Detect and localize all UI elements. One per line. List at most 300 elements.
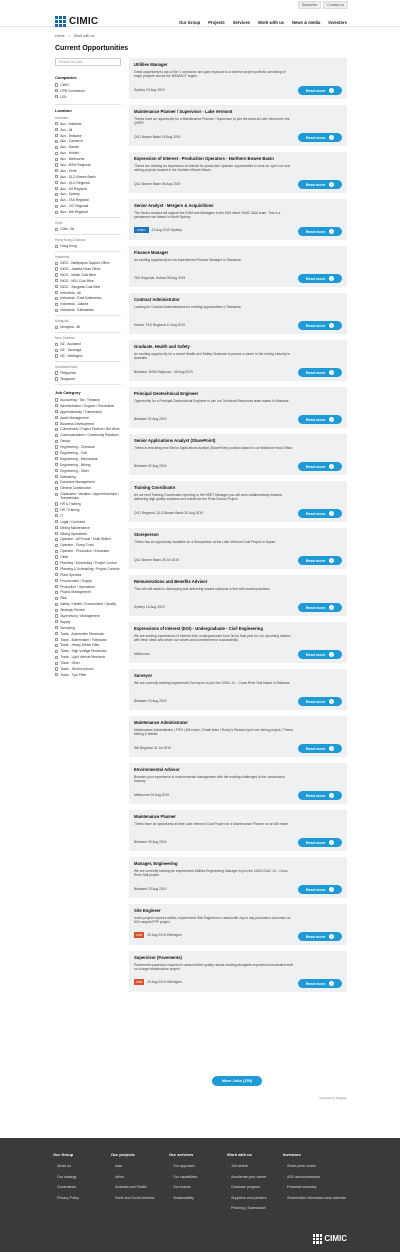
- arrow-right-icon: ›: [331, 746, 333, 751]
- job-title[interactable]: Graduate, Health and Safety: [134, 344, 190, 349]
- checkbox[interactable]: [55, 508, 58, 511]
- job-title[interactable]: Storeperson: [134, 532, 159, 537]
- contact-link[interactable]: Contact us: [323, 1, 348, 9]
- job-location-date: Melbourne: [134, 652, 150, 656]
- filter-option[interactable]: [55, 145, 121, 149]
- checkbox[interactable]: [55, 638, 58, 641]
- filter-option[interactable]: [55, 492, 121, 500]
- filter-option[interactable]: [55, 204, 121, 208]
- filter-option[interactable]: [55, 296, 121, 300]
- filter-option-label: Planning & Scheduling / Project Controls: [60, 566, 120, 571]
- header: [0, 7, 400, 27]
- job-card[interactable]: [129, 434, 347, 475]
- job-location-date: QLD Bowen Basin 06 Aug 2019: [134, 182, 181, 186]
- job-title[interactable]: Principal Geotechnical Engineer: [134, 391, 199, 396]
- read-more-button[interactable]: [298, 603, 342, 612]
- arrow-right-icon: ›: [331, 699, 333, 704]
- job-title[interactable]: Expressions of Interest (EOI) - Undergraduate - Civil Engineering: [134, 626, 263, 631]
- more-jobs-button[interactable]: More Jobs (150): [212, 1076, 262, 1086]
- nav-news-media[interactable]: News & media: [291, 20, 321, 25]
- filter-option[interactable]: [55, 175, 121, 179]
- filter-option[interactable]: [55, 638, 121, 642]
- checkbox[interactable]: [55, 520, 58, 523]
- footer-link[interactable]: [227, 1196, 266, 1200]
- filter-option[interactable]: [55, 261, 121, 265]
- checkbox[interactable]: [55, 502, 58, 505]
- filter-option[interactable]: [55, 480, 121, 484]
- checkbox[interactable]: [55, 561, 58, 564]
- job-card[interactable]: [129, 152, 347, 193]
- footer-heading: Our services: [169, 1152, 194, 1157]
- checkbox[interactable]: [55, 591, 58, 594]
- filter-option[interactable]: [55, 475, 121, 479]
- footer-link[interactable]: [169, 1175, 197, 1179]
- checkbox[interactable]: [55, 83, 58, 86]
- job-title[interactable]: Expression of Interest - Production Operators - Northern Bowen Basin: [134, 156, 274, 161]
- filter-option[interactable]: [55, 532, 121, 536]
- job-title[interactable]: Maintenance Planner / Supervisor - Lake Vermont: [134, 109, 233, 114]
- filter-option-label: Aus - All: [60, 127, 73, 132]
- job-card[interactable]: [129, 340, 347, 381]
- filter-option-label: Supervisory / Management: [60, 614, 100, 618]
- checkbox[interactable]: [55, 650, 58, 653]
- footer-link[interactable]: [111, 1185, 154, 1189]
- filter-option[interactable]: [55, 520, 121, 524]
- checkbox[interactable]: [55, 579, 58, 582]
- checkbox[interactable]: [55, 603, 58, 606]
- checkbox[interactable]: [55, 550, 58, 553]
- checkbox[interactable]: [55, 544, 58, 547]
- checkbox[interactable]: [55, 273, 58, 276]
- read-more-button[interactable]: [298, 415, 342, 424]
- checkbox[interactable]: [55, 187, 58, 190]
- filter-option[interactable]: [55, 614, 121, 618]
- checkbox[interactable]: [55, 410, 58, 413]
- filter-option[interactable]: [55, 410, 121, 414]
- filter-option-label: Engineering - Chemical: [60, 445, 95, 450]
- filter-option[interactable]: [55, 537, 121, 541]
- checkbox[interactable]: [55, 434, 58, 437]
- chevron-right-icon: ›: [227, 1185, 229, 1189]
- nav-projects[interactable]: Projects: [208, 20, 225, 25]
- job-card[interactable]: [129, 951, 347, 992]
- filter-option[interactable]: [55, 181, 121, 185]
- filter-option[interactable]: [55, 210, 121, 214]
- job-location-date: QLD Regional, QLD Bowen Basin 30 Aug 2019: [134, 511, 203, 515]
- filter-option[interactable]: [55, 169, 121, 173]
- read-more-button[interactable]: [298, 932, 342, 941]
- filter-option[interactable]: [55, 267, 121, 271]
- checkbox[interactable]: [55, 297, 58, 300]
- filter-option[interactable]: [55, 596, 121, 600]
- job-card[interactable]: [129, 857, 347, 898]
- filter-option[interactable]: [55, 632, 121, 636]
- filter-option[interactable]: [55, 89, 121, 93]
- job-title[interactable]: Remunerations and Benefits Advisor: [134, 579, 208, 584]
- job-title[interactable]: Finance Manager: [134, 250, 169, 255]
- filter-option[interactable]: [55, 139, 121, 143]
- checkbox[interactable]: [55, 279, 58, 282]
- filter-option[interactable]: [55, 342, 121, 346]
- checkbox[interactable]: [55, 205, 58, 208]
- checkbox[interactable]: [55, 291, 58, 294]
- checkbox[interactable]: [55, 626, 58, 629]
- checkbox[interactable]: [55, 326, 58, 329]
- filter-option[interactable]: [55, 157, 121, 161]
- footer-link[interactable]: [169, 1196, 197, 1200]
- footer-link[interactable]: [227, 1185, 266, 1189]
- logo-mark-icon: [55, 16, 66, 27]
- checkbox[interactable]: [55, 585, 58, 588]
- checkbox[interactable]: [55, 193, 58, 196]
- checkbox[interactable]: [55, 481, 58, 484]
- job-title[interactable]: Utilities Manager: [134, 62, 168, 67]
- checkbox[interactable]: [55, 152, 58, 155]
- breadcrumb-home[interactable]: Home: [55, 34, 65, 38]
- job-title[interactable]: Senior Analyst - Mergers & Acquisitions: [134, 203, 214, 208]
- checkbox[interactable]: [55, 620, 58, 623]
- chevron-right-icon: ›: [111, 1195, 113, 1200]
- footer-link[interactable]: [169, 1164, 197, 1168]
- footer-logo[interactable]: [313, 1234, 347, 1244]
- checkbox[interactable]: [55, 122, 58, 125]
- filter-option[interactable]: [55, 514, 121, 518]
- filter-option[interactable]: [55, 128, 121, 132]
- cimic-logo[interactable]: [55, 16, 98, 27]
- filter-option[interactable]: [55, 273, 121, 277]
- filter-option-label: Aus - Perth: [60, 168, 77, 173]
- checkbox[interactable]: [55, 416, 58, 419]
- footer-link[interactable]: [111, 1196, 154, 1200]
- checkbox[interactable]: [55, 211, 58, 214]
- job-card[interactable]: [129, 105, 347, 146]
- job-card[interactable]: [129, 293, 347, 334]
- filter-option[interactable]: [55, 427, 121, 431]
- filter-option[interactable]: [55, 608, 121, 612]
- checkbox[interactable]: [55, 463, 58, 466]
- filter-option[interactable]: [55, 451, 121, 455]
- footer-link[interactable]: [227, 1175, 266, 1179]
- checkbox[interactable]: [55, 95, 58, 98]
- job-title[interactable]: Training Coordinator: [134, 485, 176, 490]
- checkbox[interactable]: [55, 644, 58, 647]
- job-title[interactable]: Environmental Advisor: [134, 767, 180, 772]
- read-more-button[interactable]: [298, 462, 342, 471]
- checkbox[interactable]: [55, 267, 58, 270]
- checkbox[interactable]: [55, 667, 58, 670]
- read-more-button[interactable]: [298, 368, 342, 377]
- checkbox[interactable]: [55, 245, 58, 248]
- filter-option[interactable]: [55, 422, 121, 426]
- filter-option-label: INDO - Jakarta Head Office: [60, 267, 101, 272]
- checkbox[interactable]: [55, 377, 58, 380]
- filter-option[interactable]: [55, 192, 121, 196]
- checkbox[interactable]: [55, 181, 58, 184]
- footer-link-label: North and South America: [115, 1195, 155, 1200]
- filter-option[interactable]: [55, 433, 121, 437]
- job-title[interactable]: Contract Administrator: [134, 297, 180, 302]
- footer-link[interactable]: [53, 1164, 79, 1168]
- read-more-button[interactable]: [298, 133, 342, 142]
- checkbox[interactable]: [55, 614, 58, 617]
- filter-option[interactable]: [55, 643, 121, 647]
- footer-link[interactable]: [283, 1164, 346, 1168]
- job-location-date: Brisbane 09 Aug 2019: [134, 840, 167, 844]
- filter-option[interactable]: [55, 457, 121, 461]
- filter-option[interactable]: [55, 348, 121, 352]
- job-meta: [134, 417, 166, 421]
- arrow-right-icon: ›: [331, 981, 333, 986]
- checkbox[interactable]: [55, 445, 58, 448]
- filter-option[interactable]: [55, 508, 121, 512]
- read-more-button[interactable]: [298, 650, 342, 659]
- job-card[interactable]: [129, 246, 347, 287]
- job-card[interactable]: [129, 669, 347, 710]
- footer-link[interactable]: [53, 1196, 79, 1200]
- job-card[interactable]: [129, 716, 347, 757]
- job-search-input[interactable]: Search for jobs: [55, 58, 121, 66]
- job-title[interactable]: Site Engineer: [134, 908, 161, 913]
- filter-option[interactable]: [55, 590, 121, 594]
- checkbox[interactable]: [55, 422, 58, 425]
- checkbox[interactable]: [55, 469, 58, 472]
- footer-link[interactable]: [227, 1164, 266, 1168]
- job-meta: [134, 932, 182, 938]
- checkbox[interactable]: [55, 532, 58, 535]
- filter-option[interactable]: [55, 163, 121, 167]
- filter-option[interactable]: [55, 526, 121, 530]
- filter-option[interactable]: [55, 439, 121, 443]
- read-more-button[interactable]: [298, 227, 342, 236]
- filter-option[interactable]: [55, 122, 121, 126]
- filter-option[interactable]: [55, 187, 121, 191]
- checkbox[interactable]: [55, 662, 58, 665]
- footer-link-label: Graduate program: [231, 1185, 260, 1189]
- checkbox[interactable]: [55, 309, 58, 312]
- filter-option[interactable]: [55, 371, 121, 375]
- filter-option[interactable]: [55, 561, 121, 565]
- checkbox[interactable]: [55, 89, 58, 92]
- job-card[interactable]: [129, 904, 347, 945]
- filter-option-label: Design: [60, 439, 71, 444]
- job-card[interactable]: [129, 387, 347, 428]
- job-card[interactable]: [129, 575, 347, 616]
- read-more-button[interactable]: [298, 838, 342, 847]
- filter-option[interactable]: [55, 655, 121, 659]
- filter-option[interactable]: [55, 377, 121, 381]
- checkbox[interactable]: [55, 354, 58, 357]
- checkbox[interactable]: [55, 632, 58, 635]
- job-title[interactable]: Maintenance Administrator: [134, 720, 188, 725]
- filter-option[interactable]: [55, 291, 121, 295]
- job-location-date: Hobart, TAS Regional 11 Aug 2019: [134, 323, 185, 327]
- checkbox[interactable]: [55, 349, 58, 352]
- filter-option[interactable]: [55, 134, 121, 138]
- footer-link[interactable]: [111, 1175, 154, 1179]
- filter-option[interactable]: [55, 649, 121, 653]
- filter-option[interactable]: [55, 469, 121, 473]
- checkbox[interactable]: [55, 656, 58, 659]
- filter-option[interactable]: [55, 667, 121, 671]
- filter-heading: Companies: [55, 75, 77, 80]
- job-title[interactable]: Manager, Engineering: [134, 861, 178, 866]
- read-more-button[interactable]: [298, 791, 342, 800]
- filter-option[interactable]: [55, 398, 121, 402]
- chevron-right-icon: ›: [169, 1195, 171, 1200]
- read-more-button[interactable]: [298, 509, 342, 518]
- divider: [55, 361, 121, 362]
- job-title[interactable]: Surveyor: [134, 673, 153, 678]
- read-more-label: Read more: [305, 276, 326, 281]
- job-card[interactable]: [129, 622, 347, 663]
- job-meta: [134, 370, 193, 374]
- checkbox[interactable]: [55, 440, 58, 443]
- job-card[interactable]: [129, 528, 347, 569]
- checkbox[interactable]: [55, 475, 58, 478]
- checkbox[interactable]: [55, 573, 58, 576]
- filter-option[interactable]: [55, 308, 121, 312]
- filter-option[interactable]: [55, 279, 121, 283]
- filter-option[interactable]: [55, 302, 121, 306]
- checkbox[interactable]: [55, 371, 58, 374]
- checkbox[interactable]: [55, 303, 58, 306]
- checkbox[interactable]: [55, 493, 58, 496]
- job-description: The Senior Analyst will support the EGM and Managers in the ASX listed CIMIC M&A team. This is a permanent role based in North Sydney.: [134, 211, 281, 220]
- subscribe-link[interactable]: Subscribe: [298, 1, 322, 9]
- footer-link[interactable]: [169, 1185, 197, 1189]
- filter-option[interactable]: [55, 227, 121, 231]
- checkbox[interactable]: [55, 285, 58, 288]
- filter-option[interactable]: [55, 567, 121, 571]
- filter-option[interactable]: [55, 151, 121, 155]
- read-more-label: Read more: [305, 699, 326, 704]
- checkbox[interactable]: [55, 609, 58, 612]
- read-more-button[interactable]: [298, 979, 342, 988]
- footer-link[interactable]: [53, 1175, 79, 1179]
- filter-option-label: Graduates / Vacation / Apprenticeships / Traineeships: [60, 492, 119, 501]
- footer-column: [111, 1152, 154, 1206]
- filter-option[interactable]: [55, 661, 121, 665]
- filter-option[interactable]: [55, 354, 121, 358]
- filter-option[interactable]: [55, 244, 121, 248]
- footer-link[interactable]: [53, 1185, 79, 1189]
- footer-link[interactable]: [283, 1185, 346, 1189]
- checkbox[interactable]: [55, 514, 58, 517]
- divider: [55, 217, 121, 218]
- filter-option[interactable]: [55, 585, 121, 589]
- job-title[interactable]: Senior Applications Analyst (SharePoint): [134, 438, 216, 443]
- nav-work-with-us[interactable]: Work with us: [257, 20, 284, 25]
- checkbox[interactable]: [55, 451, 58, 454]
- filter-option[interactable]: [55, 404, 121, 408]
- filter-option[interactable]: [55, 285, 121, 289]
- filter-option[interactable]: [55, 502, 121, 506]
- checkbox[interactable]: [55, 555, 58, 558]
- nav-services[interactable]: Services: [232, 20, 250, 25]
- job-card[interactable]: [129, 763, 347, 804]
- filter-option[interactable]: [55, 602, 121, 606]
- checkbox[interactable]: [55, 134, 58, 137]
- job-card[interactable]: [129, 481, 347, 522]
- filter-option[interactable]: [55, 198, 121, 202]
- filter-option[interactable]: [55, 626, 121, 630]
- checkbox[interactable]: [55, 343, 58, 346]
- read-more-button[interactable]: [298, 274, 342, 283]
- job-card[interactable]: [129, 199, 347, 240]
- checkbox[interactable]: [55, 428, 58, 431]
- footer-link-label: Privacy Policy: [57, 1195, 79, 1200]
- checkbox[interactable]: [55, 487, 58, 490]
- checkbox[interactable]: [55, 163, 58, 166]
- nav-our-group[interactable]: Our Group: [179, 20, 201, 25]
- nav-investors[interactable]: Investors: [328, 20, 347, 25]
- footer-link[interactable]: [283, 1196, 346, 1200]
- checkbox[interactable]: [55, 140, 58, 143]
- read-more-button[interactable]: [298, 321, 342, 330]
- filter-option[interactable]: [55, 673, 121, 677]
- checkbox[interactable]: [55, 128, 58, 131]
- filter-option[interactable]: [55, 573, 121, 577]
- filter-option[interactable]: [55, 416, 121, 420]
- filter-option[interactable]: [55, 555, 121, 559]
- filter-option[interactable]: [55, 445, 121, 449]
- footer-link[interactable]: [111, 1164, 154, 1168]
- footer-link[interactable]: [283, 1175, 346, 1179]
- checkbox[interactable]: [55, 146, 58, 149]
- read-more-button[interactable]: [298, 556, 342, 565]
- filter-option[interactable]: [55, 579, 121, 583]
- checkbox[interactable]: [55, 262, 58, 265]
- read-more-button[interactable]: [298, 885, 342, 894]
- filter-option[interactable]: [55, 543, 121, 547]
- job-card[interactable]: [129, 810, 347, 851]
- checkbox[interactable]: [55, 567, 58, 570]
- footer-link-label: Sustainability: [173, 1195, 194, 1200]
- read-more-button[interactable]: [298, 180, 342, 189]
- filter-option-label: Business Development: [60, 421, 94, 426]
- filter-option[interactable]: [55, 325, 121, 329]
- checkbox[interactable]: [55, 398, 58, 401]
- filter-option[interactable]: [55, 620, 121, 624]
- read-more-button[interactable]: [298, 697, 342, 706]
- arrow-right-icon: ›: [331, 605, 333, 610]
- checkbox[interactable]: [55, 404, 58, 407]
- checkbox[interactable]: [55, 175, 58, 178]
- checkbox[interactable]: [55, 169, 58, 172]
- checkbox[interactable]: [55, 158, 58, 161]
- checkbox[interactable]: [55, 526, 58, 529]
- checkbox[interactable]: [55, 457, 58, 460]
- job-title[interactable]: Maintenance Planner: [134, 814, 176, 819]
- job-title[interactable]: Supervisor (Pavements): [134, 955, 182, 960]
- filter-option[interactable]: [55, 463, 121, 467]
- job-card[interactable]: [129, 58, 347, 99]
- filter-option[interactable]: [55, 549, 121, 553]
- footer-link[interactable]: [227, 1206, 266, 1210]
- chevron-right-icon: ›: [227, 1164, 229, 1168]
- job-list: [129, 58, 347, 998]
- checkbox[interactable]: [55, 199, 58, 202]
- checkbox[interactable]: [55, 597, 58, 600]
- filter-option[interactable]: [55, 83, 121, 87]
- filter-option[interactable]: [55, 486, 121, 490]
- checkbox[interactable]: [55, 228, 58, 231]
- checkbox[interactable]: [55, 538, 58, 541]
- checkbox[interactable]: [55, 673, 58, 676]
- filter-option[interactable]: [55, 95, 121, 99]
- read-more-button[interactable]: [298, 744, 342, 753]
- read-more-button[interactable]: [298, 86, 342, 95]
